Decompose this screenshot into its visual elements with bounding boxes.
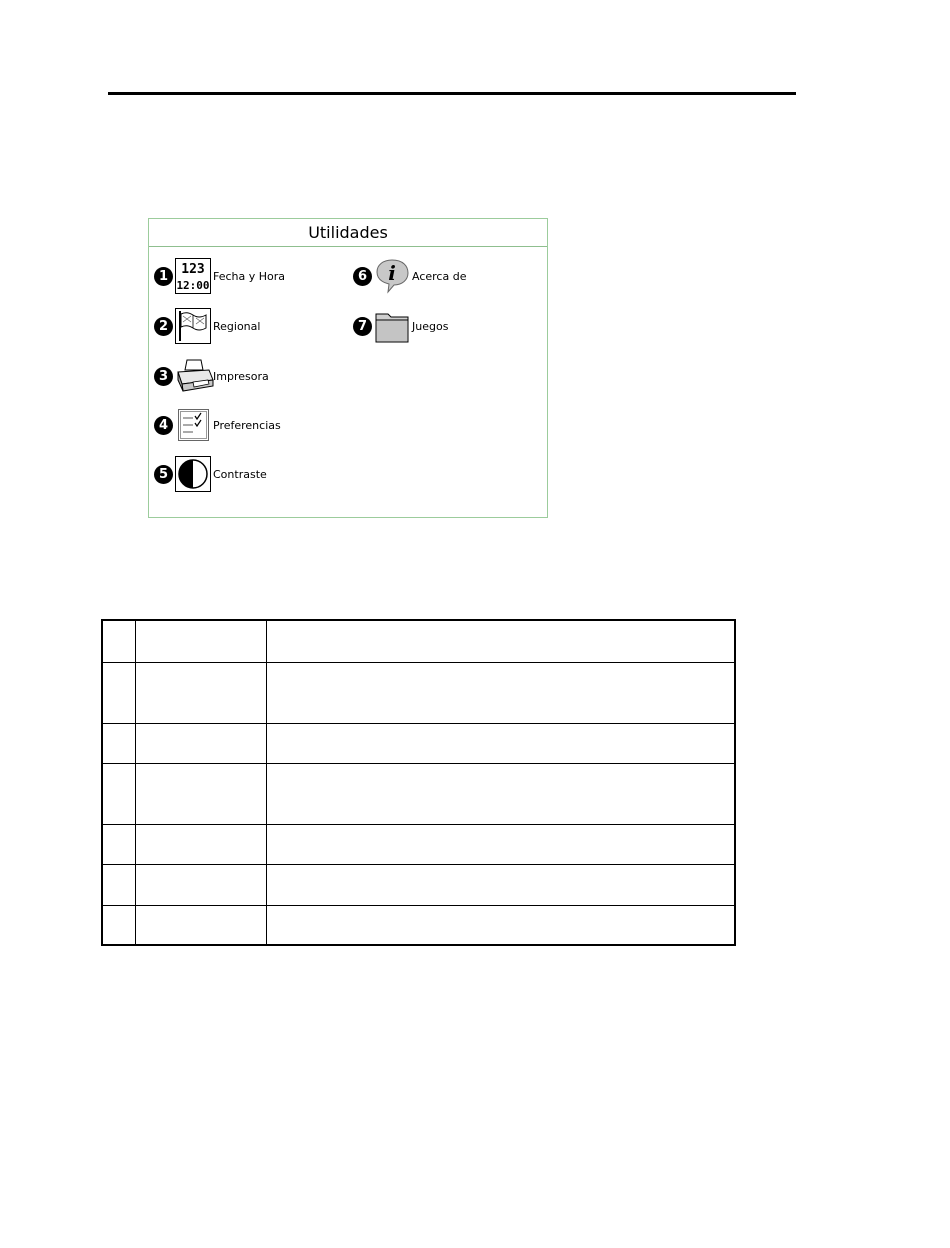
folder-icon (374, 308, 410, 344)
number-badge: 6 (353, 267, 372, 286)
number-badge: 1 (154, 267, 173, 286)
utilities-window (148, 218, 548, 518)
number-badge: 4 (154, 416, 173, 435)
table-row (103, 763, 734, 825)
column-divider (266, 621, 267, 944)
checklist-icon (175, 407, 211, 443)
reference-table (101, 619, 736, 946)
top-horizontal-rule (108, 92, 796, 95)
calendar-clock-icon (175, 258, 211, 294)
contrast-icon (175, 456, 211, 492)
svg-text:123: 123 (181, 262, 205, 277)
number-badge: 7 (353, 317, 372, 336)
svg-text:12:00: 12:00 (176, 279, 210, 292)
util-item-juegos[interactable] (353, 307, 448, 345)
table-row (103, 905, 734, 944)
column-divider (135, 621, 136, 944)
util-item-acerca-de[interactable] (353, 257, 466, 295)
table-row (103, 824, 734, 865)
util-label: Juegos (412, 319, 449, 333)
table-row (103, 864, 734, 906)
util-item-contraste[interactable] (154, 455, 267, 493)
util-item-regional[interactable] (154, 307, 260, 345)
table-row (103, 723, 734, 764)
util-label: Acerca de (412, 269, 467, 283)
util-item-preferencias[interactable] (154, 406, 281, 444)
printer-icon (175, 358, 215, 394)
util-item-impresora[interactable] (154, 357, 269, 395)
util-label: Regional (213, 319, 261, 333)
number-badge: 5 (154, 465, 173, 484)
info-icon (374, 258, 410, 294)
util-item-fecha-hora[interactable] (154, 257, 285, 295)
window-title: Utilidades (149, 219, 547, 247)
number-badge: 2 (154, 317, 173, 336)
util-label: Fecha y Hora (213, 269, 286, 283)
number-badge: 3 (154, 367, 173, 386)
table-row (103, 662, 734, 724)
svg-text:i: i (388, 261, 396, 285)
util-label: Preferencias (213, 418, 281, 432)
flag-icon (175, 308, 211, 344)
util-label: Impresora (213, 369, 269, 383)
table-row (103, 621, 734, 663)
util-label: Contraste (213, 467, 267, 481)
